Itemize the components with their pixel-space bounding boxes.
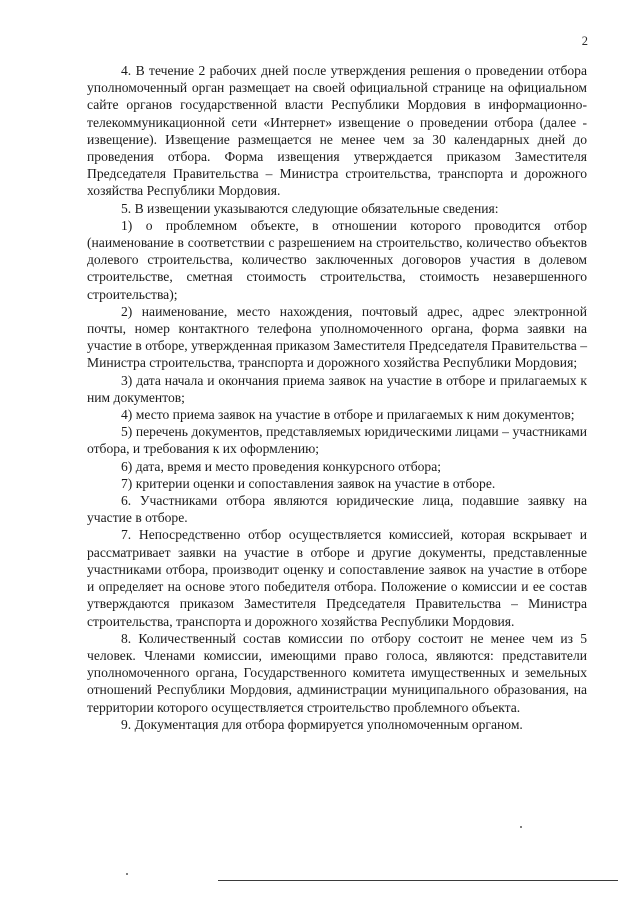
paragraph-5-item-4: 4) место приема заявок на участие в отборе и прилагаемых к ним документов; (121, 407, 575, 423)
paragraph-5-item-7: 7) критерии оценки и сопоставления заявок на участие в отборе. (121, 475, 496, 491)
scan-speck (520, 826, 522, 828)
scan-speck (126, 873, 128, 875)
document-body (87, 62, 587, 733)
paragraph-7: 7. Непосредственно отбор осуществляется комиссией, которая вскрывает и рассматривает заявки на участие в отборе и другие документы, представленные участниками отбора, производит оценку и сопоставление заявок на участие в отборе и определяет на основе этого победителя отбора. Положение о комиссии и ее состав утверждаются приказом Заместителя Председателя Правительства – Министра строительства, транспорта и дорожного хозяйства Республики Мордовия. (87, 527, 587, 629)
paragraph-5-item-5: 5) перечень документов, представляемых юридическими лицами – участниками отбора, и требования к их оформлению; (87, 424, 587, 457)
paragraph-8: 8. Количественный состав комиссии по отбору состоит не менее чем из 5 человек. Членами комиссии, имеющими право голоса, являются: представители уполномоченного органа, Государственного комитета имущественных и земельных отношений Республики Мордовия, администрации муниципального образования, на территории которого осуществляется строительство проблемного объекта. (87, 630, 587, 715)
paragraph-4: 4. В течение 2 рабочих дней после утверждения решения о проведении отбора уполномоченный орган размещает на своей официальной странице на официальном сайте органов государственной власти Республики Мордовия в информационно-телекоммуникационной сети «Интернет» извещение о проведении отбора (далее - извещение). Извещение размещается не менее чем за 30 календарных дней до проведения отбора. Форма извещения утверждается приказом Заместителя Председателя Правительства – Министра строительства, транспорта и дорожного хозяйства Республики Мордовия. (87, 63, 587, 199)
paragraph-5-item-1: 1) о проблемном объекте, в отношении которого проводится отбор (наименование в соответствии с разрешением на строительство, количество объектов долевого строительства, количество заключенных договоров участия в долевом строительстве, сметная стоимость строительства, стоимость незавершенного строительства); (87, 217, 587, 302)
paragraph-5: 5. В извещении указываются следующие обязательные сведения: (121, 200, 499, 216)
paragraph-6: 6. Участниками отбора являются юридические лица, подавшие заявку на участие в отборе. (87, 493, 587, 526)
paragraph-5-item-2: 2) наименование, место нахождения, почтовый адрес, адрес электронной почты, номер контактного телефона уполномоченного органа, форма заявки на участие в отборе, утвержденная приказом Заместителя Председателя Правительства – Министра строительства, транспорта и дорожного хозяйства Республики Мордовия; (87, 303, 587, 371)
bottom-rule (218, 880, 618, 881)
paragraph-5-item-6: 6) дата, время и место проведения конкурсного отбора; (121, 458, 442, 474)
paragraph-9: 9. Документация для отбора формируется уполномоченным органом. (121, 716, 523, 732)
paragraph-5-item-3: 3) дата начала и окончания приема заявок на участие в отборе и прилагаемых к ним документов; (87, 372, 587, 405)
page-number: 2 (581, 34, 588, 48)
